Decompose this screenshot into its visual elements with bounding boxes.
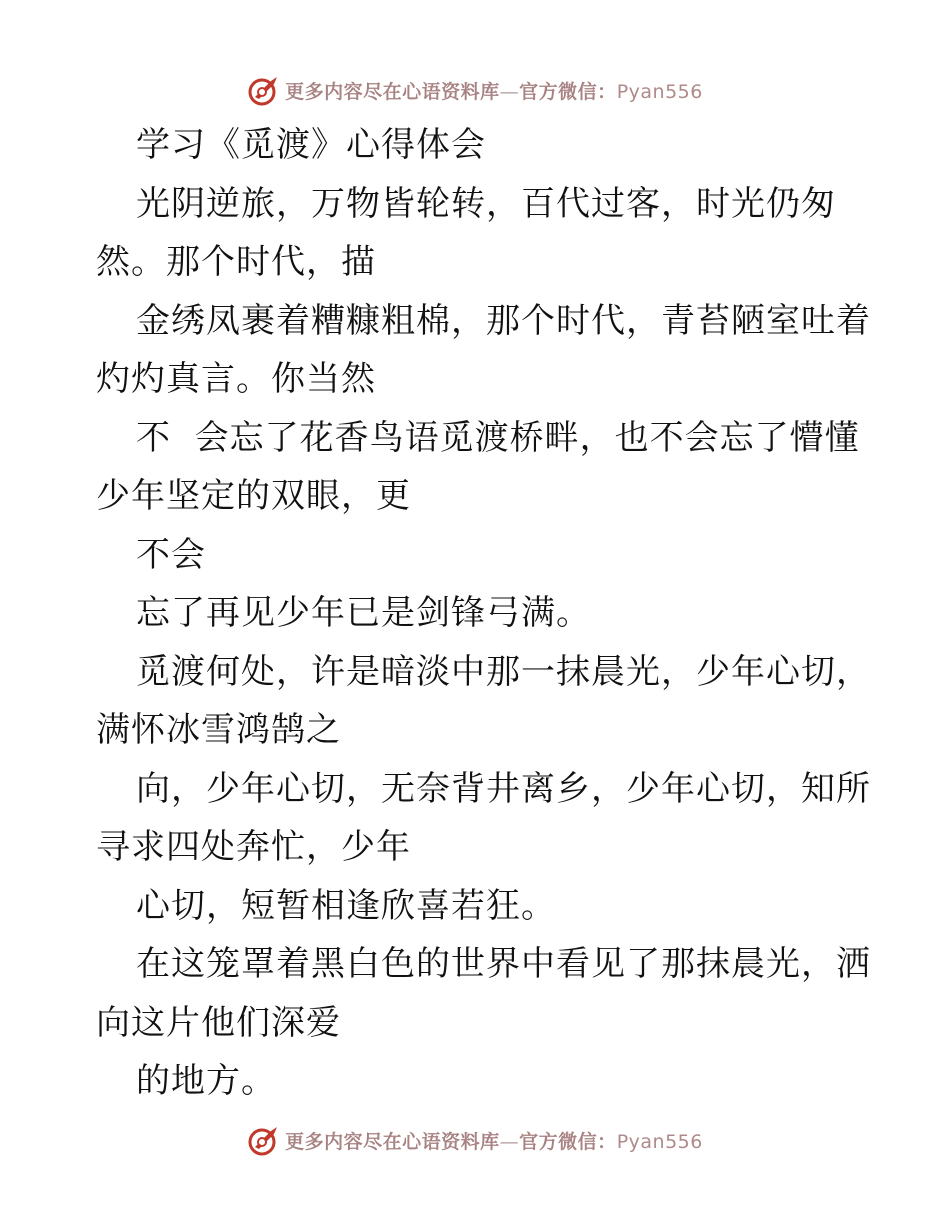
banner-separator: — <box>499 80 520 103</box>
banner-text <box>285 1127 703 1154</box>
text-line: 然。那个时代，描 <box>96 242 376 282</box>
text-line: 寻求四处奔忙，少年 <box>96 827 411 867</box>
text-line: 觅渡何处，许是暗淡中那一抹晨光，少年心切， <box>136 651 871 692</box>
banner-title: 更多内容尽在心语资料库 <box>285 80 500 103</box>
document-body <box>96 116 871 1111</box>
text-line: 忘了再见少年已是剑锋弓满。 <box>136 593 591 633</box>
footer-banner <box>0 1118 950 1162</box>
text-line: 的地方。 <box>136 1061 276 1101</box>
text-line: 光阴逆旅，万物皆轮转，百代过客，时光仍匆 <box>136 183 836 224</box>
text-line: 不 会忘了花香鸟语觅渡桥畔，也不会忘了懵懂 <box>136 417 860 458</box>
document-title: 学习《觅渡》心得体会 <box>136 125 486 165</box>
banner-wechat-label: 官方微信： <box>519 80 617 103</box>
text-line: 少年坚定的双眼，更 <box>96 476 411 516</box>
text-line: 向，少年心切，无奈背井离乡，少年心切，知所 <box>136 768 871 809</box>
text-line: 心切，短暂相逢欣喜若狂。 <box>136 885 556 926</box>
text-line: 金绣凤裹着糟糠粗棉，那个时代，青苔陋室吐着 <box>136 300 871 341</box>
quill-logo-icon <box>247 1123 281 1157</box>
banner-text <box>285 77 703 104</box>
banner-wechat-id: Pyan556 <box>616 1130 703 1153</box>
banner-separator: — <box>499 1130 520 1153</box>
header-banner <box>0 68 950 112</box>
quill-logo-icon <box>247 73 281 107</box>
text-line: 满怀冰雪鸿鹄之 <box>96 710 341 750</box>
banner-wechat-label: 官方微信： <box>519 1130 617 1153</box>
text-line: 在这笼罩着黑白色的世界中看见了那抹晨光，洒 <box>136 944 871 984</box>
banner-wechat-id: Pyan556 <box>616 80 703 103</box>
text-line: 灼灼真言。你当然 <box>96 359 376 399</box>
banner-title: 更多内容尽在心语资料库 <box>285 1130 500 1153</box>
text-line: 不会 <box>136 534 206 575</box>
text-line: 向这片他们深爱 <box>96 1002 341 1043</box>
